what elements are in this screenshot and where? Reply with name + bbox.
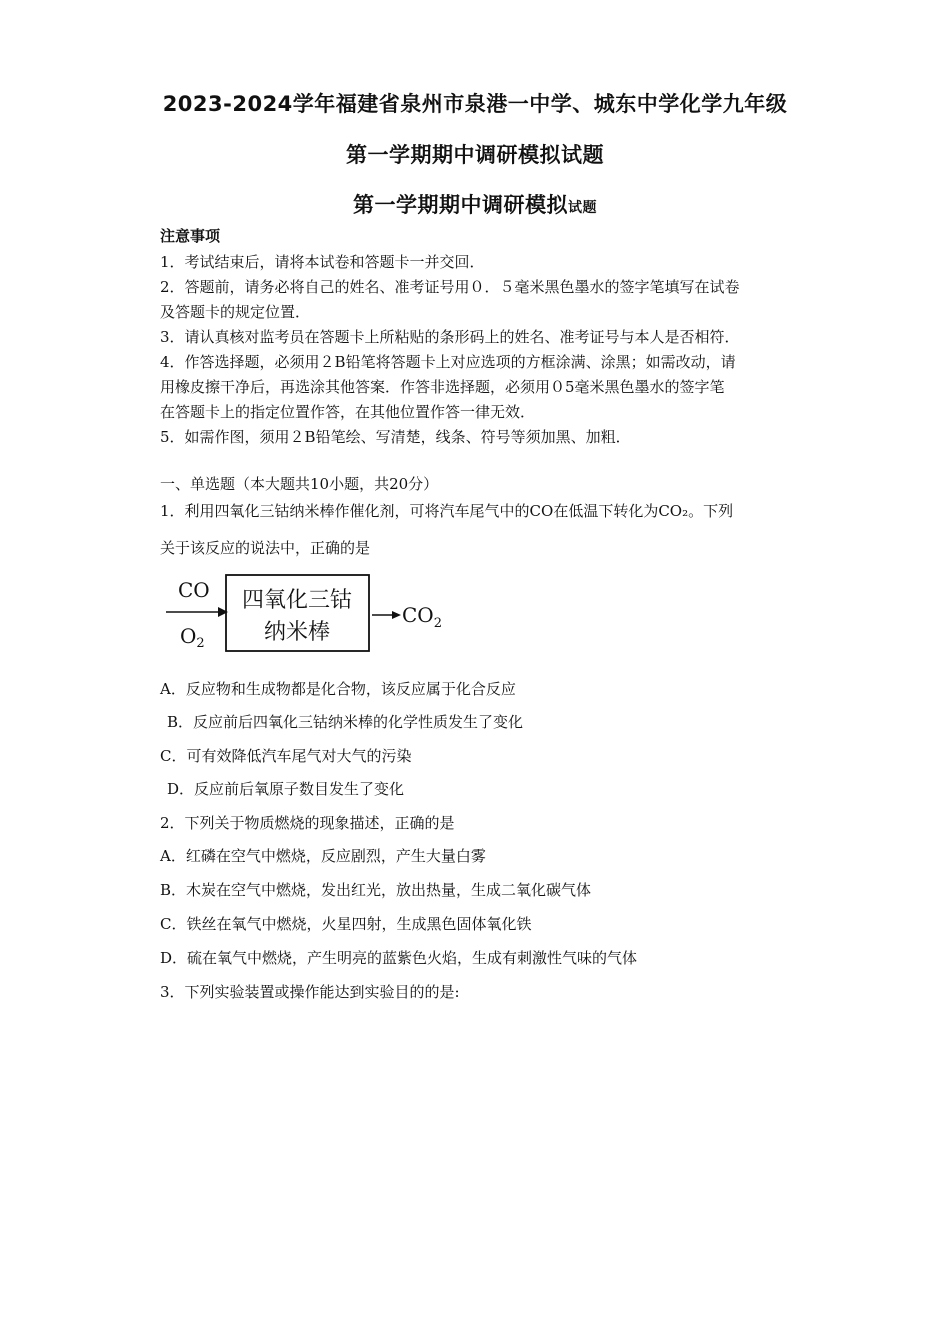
- question-1-stem-continued: 关于该反应的说法中，正确的是: [160, 539, 371, 557]
- page-title-line-2: 第一学期期中调研模拟试题: [346, 143, 604, 167]
- notice-heading: 注意事项: [160, 227, 221, 245]
- question-2-option-c: C．铁丝在氧气中燃烧，火星四射，生成黑色固体氧化铁: [160, 915, 532, 933]
- reactant-o2-label: $O_2$: [180, 624, 205, 651]
- catalyst-label-line-2: 纳米棒: [263, 620, 331, 645]
- reactant-co-label: CO: [178, 578, 210, 602]
- notice-item: 及答题卡的规定位置．: [160, 303, 311, 321]
- notice-item: 在答题卡上的指定位置作答，在其他位置作答一律无效．: [160, 403, 536, 421]
- page-subtitle-small: 试题: [568, 200, 597, 216]
- page-subtitle: [0, 189, 950, 219]
- notice-item: 4．作答选择题，必须用２B铅笔将答题卡上对应选项的方框涂满、涂黑；如需改动，请: [160, 353, 736, 371]
- question-1-stem: 1．利用四氧化三钴纳米棒作催化剂，可将汽车尾气中的CO在低温下转化为CO₂。下列: [160, 502, 734, 520]
- question-1-option-a: A．反应物和生成物都是化合物，该反应属于化合反应: [160, 680, 516, 698]
- question-2-stem: 2．下列关于物质燃烧的现象描述，正确的是: [160, 814, 455, 832]
- question-2-option-b: B．木炭在空气中燃烧，发出红光，放出热量，生成二氧化碳气体: [160, 881, 592, 899]
- page-title-line-1: 2023-2024学年福建省泉州市泉港一中学、城东中学化学九年级: [162, 92, 788, 116]
- question-2-option-a: A．红磷在空气中燃烧，反应剧烈，产生大量白雾: [160, 847, 486, 865]
- reaction-diagram: [160, 565, 460, 665]
- question-1-option-b: B．反应前后四氧化三钴纳米棒的化学性质发生了变化: [167, 713, 524, 731]
- page-subtitle-main: 第一学期期中调研模拟: [353, 193, 568, 217]
- question-1-option-d: D．反应前后氧原子数目发生了变化: [167, 780, 405, 798]
- question-1-option-c: C．可有效降低汽车尾气对大气的污染: [160, 747, 412, 765]
- notice-item: 1．考试结束后，请将本试卷和答题卡一并交回．: [160, 253, 485, 271]
- question-3-stem: 3．下列实验装置或操作能达到实验目的的是:: [160, 983, 460, 1001]
- notice-item: 5．如需作图，须用２B铅笔绘、写清楚，线条、符号等须加黑、加粗．: [160, 428, 631, 446]
- notice-item: 2．答题前，请务必将自己的姓名、准考证号用０．５毫米黑色墨水的签字笔填写在试卷: [160, 278, 740, 296]
- notice-item: 用橡皮擦干净后，再选涂其他答案．作答非选择题，必须用０5毫米黑色墨水的签字笔: [160, 378, 725, 396]
- notice-item: 3．请认真核对监考员在答题卡上所粘贴的条形码上的姓名、准考证号与本人是否相符．: [160, 328, 740, 346]
- catalyst-label-line-1: 四氧化三钴: [241, 588, 353, 613]
- arrowhead-right-icon: [392, 611, 401, 619]
- product-co2-label: $CO_2$: [402, 603, 442, 631]
- section-heading: 一、单选题（本大题共10小题，共20分）: [160, 475, 439, 493]
- question-2-option-d: D．硫在氧气中燃烧，产生明亮的蓝紫色火焰，生成有刺激性气味的气体: [160, 949, 638, 967]
